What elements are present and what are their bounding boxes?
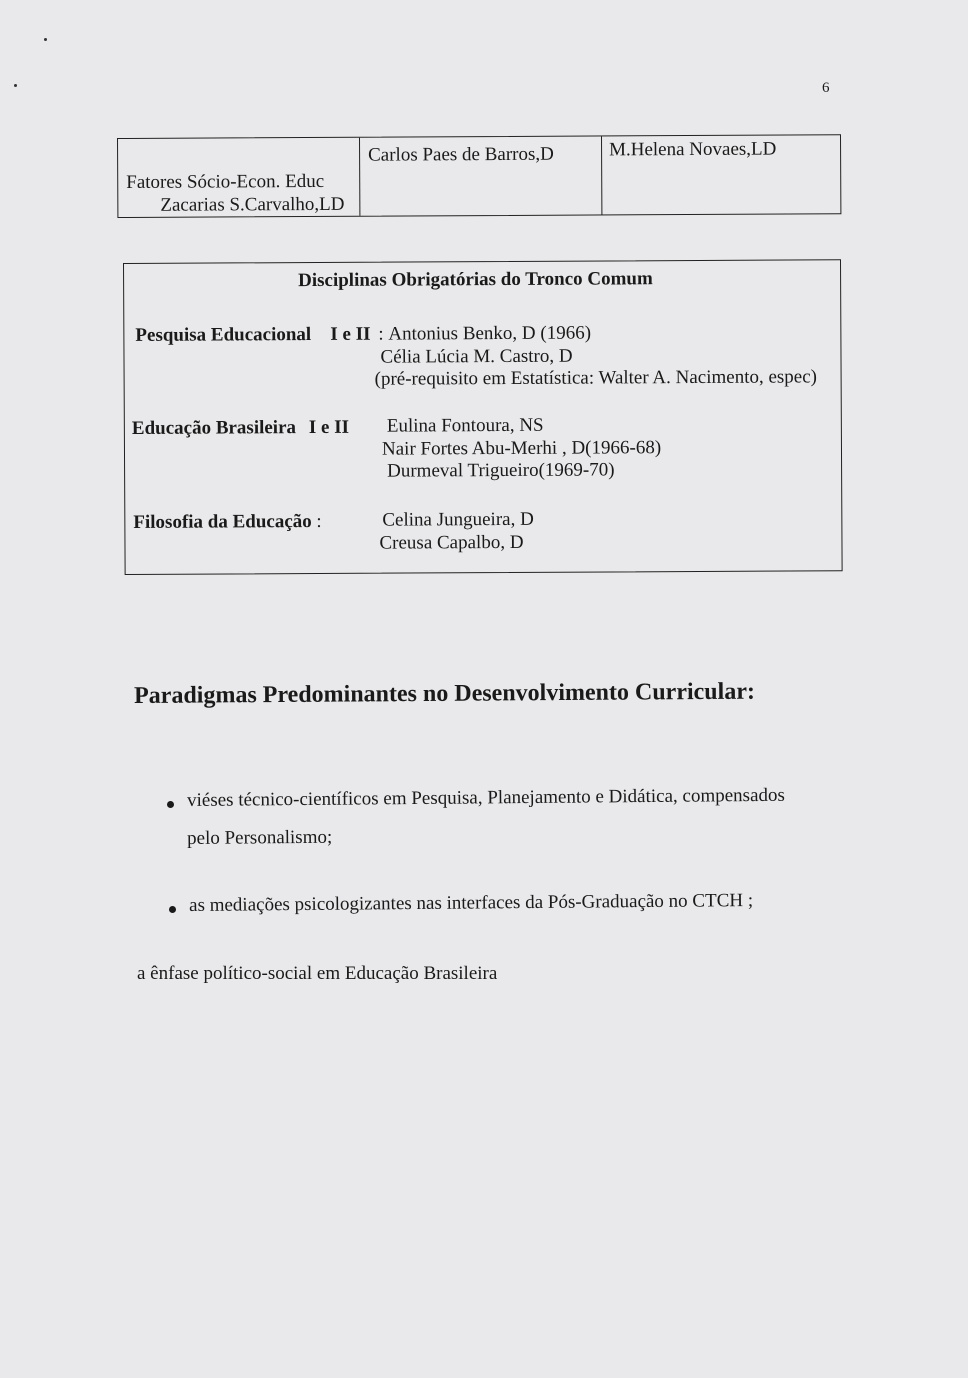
disciplines-title: Disciplinas Obrigatórias do Tronco Comum [298, 268, 653, 292]
instructor-line: Eulina Fontoura, NS [386, 414, 544, 437]
discipline-name: Pesquisa Educacional [135, 324, 312, 346]
discipline-suffix: : [316, 510, 322, 532]
scan-speck [44, 38, 47, 41]
instructor-name: Carlos Paes de Barros,D [368, 143, 554, 166]
faculty-table [117, 134, 841, 218]
discipline-name: Educação Brasileira [131, 417, 297, 439]
instructor-line: Durmeval Trigueiro(1969-70) [387, 459, 615, 482]
instructor-line: Nair Fortes Abu-Merhi , D(1966-68) [381, 437, 662, 460]
course-name: Fatores Sócio-Econ. Educ [126, 170, 325, 193]
bullet-text: as mediações psicologizantes nas interfaces da Pós-Graduação no CTCH ; [189, 890, 754, 916]
prerequisite-note: (pré-requisito em Estatística: Walter A. Nacimento, espec) [374, 366, 818, 390]
table-cell-instructor-2 [360, 136, 602, 215]
instructor-name: Zacarias S.Carvalho,LD [160, 193, 345, 216]
closing-line: a ênfase político-social em Educação Brasileira [137, 963, 498, 984]
section-heading: Paradigmas Predominantes no Desenvolvimento Curricular: [134, 678, 756, 709]
disciplines-box [123, 259, 843, 575]
table-cell-instructor-3 [602, 135, 840, 214]
discipline-name: Filosofia da Educação [133, 511, 312, 533]
discipline-levels: I e II [330, 323, 371, 345]
instructor-line: Célia Lúcia M. Castro, D [380, 345, 573, 368]
table-cell-fatores [118, 138, 360, 217]
bullet-icon [167, 801, 174, 808]
discipline-levels: I e II [308, 416, 350, 439]
scan-speck [14, 84, 17, 87]
page-number: 6 [822, 80, 830, 96]
bullet-text: viéses técnico-científicos em Pesquisa, Planejamento e Didática, compensados [187, 784, 785, 811]
instructor-line: Celina Jungueira, D [382, 508, 534, 531]
instructor-line: Antonius Benko, D (1966) [388, 322, 592, 345]
discipline-separator: : [378, 323, 384, 345]
bullet-text-continuation: pelo Personalismo; [187, 826, 333, 849]
instructor-line: Creusa Capalbo, D [379, 531, 524, 554]
instructor-name: M.Helena Novaes,LD [609, 138, 777, 161]
bullet-icon [169, 906, 176, 913]
